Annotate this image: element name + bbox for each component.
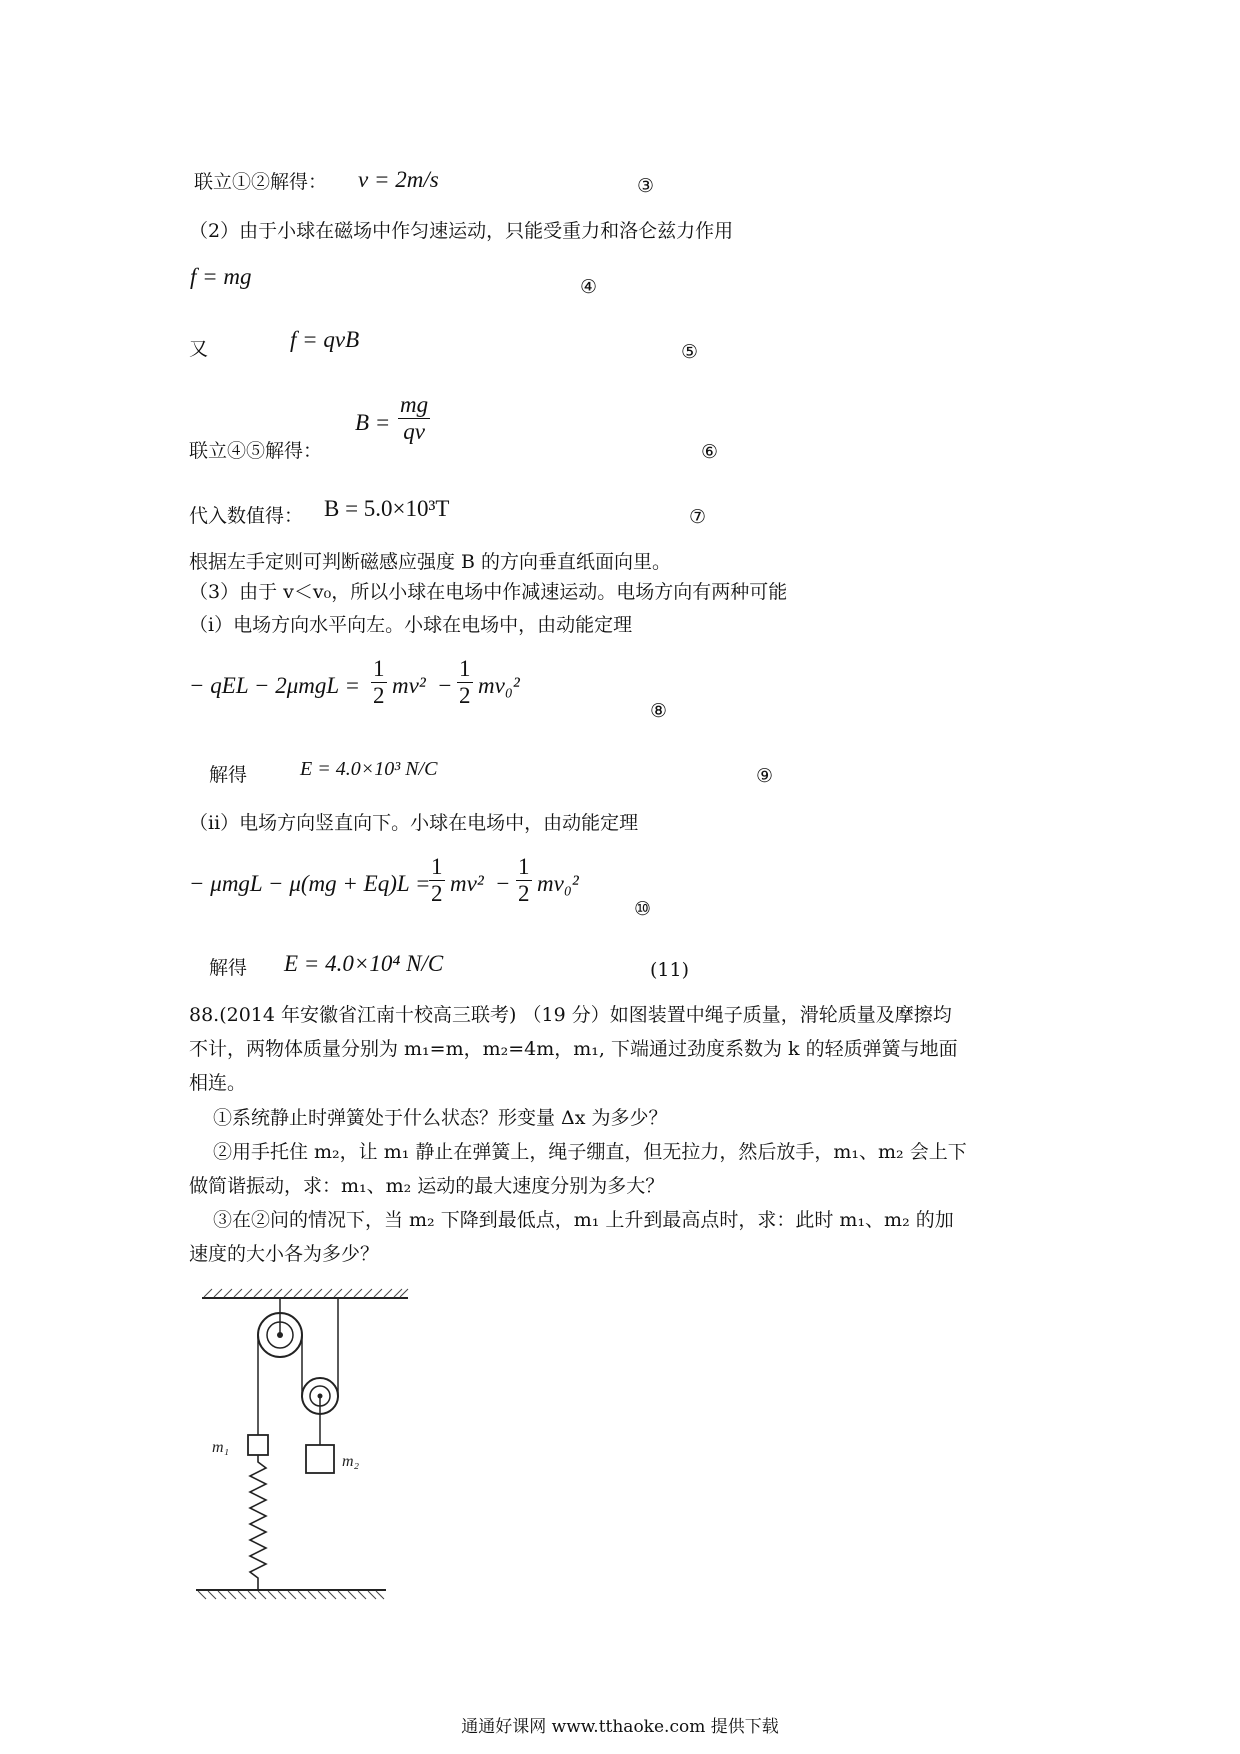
equation-E-value-2: E = 4.0×10⁴ N/C xyxy=(284,951,444,976)
mass-m2-block xyxy=(306,1445,334,1473)
fraction-denominator: 2 xyxy=(459,683,471,709)
equation-E-value-1: E = 4.0×10³ N/C xyxy=(300,758,438,780)
fraction-denominator: 2 xyxy=(373,683,385,709)
question-2-line1: ②用手托住 m₂，让 m₁ 静止在弹簧上，绳子绷直，但无拉力，然后放手，m₁、m₂ 会上下 xyxy=(213,1141,967,1163)
equation-energy-i-lhs: − qEL − 2μmgL = xyxy=(189,673,361,698)
equation-term-mv0-2: mv₀² xyxy=(478,673,520,698)
case-i-statement: （i）电场方向水平向左。小球在电场中，由动能定理 xyxy=(189,614,633,636)
equation-number-10: ⑩ xyxy=(634,898,652,920)
equation-B-value: B = 5.0×10³T xyxy=(324,496,450,521)
equation-minus: − xyxy=(437,673,453,698)
equation-B-lhs: B = xyxy=(355,410,391,435)
fraction-numerator: 1 xyxy=(429,854,445,881)
fraction-denominator: 2 xyxy=(431,881,443,907)
case-ii-statement: （ii）电场方向竖直向下。小球在电场中，由动能定理 xyxy=(189,812,639,834)
equation-number-4: ④ xyxy=(580,276,598,298)
spring xyxy=(250,1455,266,1590)
equation-number-9: ⑨ xyxy=(756,765,774,787)
label-m1: m₁ xyxy=(212,1439,230,1456)
equation-term-mv2: mv² xyxy=(450,871,484,896)
equation-velocity: v = 2m/s xyxy=(358,167,439,192)
question-2-line2: 做简谐振动，求：m₁、m₂ 运动的最大速度分别为多大？ xyxy=(189,1175,665,1197)
left-hand-rule-text: 根据左手定则可判断磁感应强度 B 的方向垂直纸面向里。 xyxy=(189,551,672,573)
part2-statement: （2）由于小球在磁场中作匀速运动，只能受重力和洛仑兹力作用 xyxy=(189,220,734,242)
equation-number-3: ③ xyxy=(637,175,655,197)
fraction-denominator: 2 xyxy=(518,881,530,907)
equation-term-mv0-2: mv₀² xyxy=(537,871,579,896)
fraction-numerator: 1 xyxy=(371,656,387,683)
substitute-label: 代入数值得： xyxy=(189,505,304,527)
fraction-numerator: 1 xyxy=(516,854,532,881)
problem-88-line1: 88.(2014 年安徽省江南十校高三联考) （19 分）如图装置中绳子质量，滑轮质量及摩擦均 xyxy=(189,1004,952,1026)
fraction-denominator: qv xyxy=(403,419,425,445)
fraction-mg-over-qv xyxy=(398,392,430,446)
equation-number-8: ⑧ xyxy=(650,700,668,722)
question-3-line1: ③在②问的情况下，当 m₂ 下降到最低点，m₁ 上升到最高点时，求：此时 m₁、m₂ 的加 xyxy=(213,1209,954,1231)
combine-label-1: 联立①②解得： xyxy=(194,171,328,193)
equation-f-qvB: f = qvB xyxy=(290,327,360,352)
page-footer: 通通好课网 www.tthaoke.com 提供下载 xyxy=(461,1717,779,1737)
equation-number-11: (11) xyxy=(650,959,690,981)
fraction-half-3 xyxy=(429,854,445,908)
equation-f-mg: f = mg xyxy=(190,264,252,289)
fraction-numerator: mg xyxy=(398,392,430,419)
equation-minus: − xyxy=(495,871,511,896)
mass-m1-block xyxy=(248,1435,268,1455)
equation-number-6: ⑥ xyxy=(701,441,719,463)
equation-number-7: ⑦ xyxy=(689,506,707,528)
fraction-half-2 xyxy=(457,656,473,710)
label-m2: m₂ xyxy=(342,1453,360,1470)
problem-88-line3: 相连。 xyxy=(189,1072,247,1094)
also-label: 又 xyxy=(189,338,209,360)
solve-label-1: 解得 xyxy=(209,764,248,786)
fraction-numerator: 1 xyxy=(457,656,473,683)
problem-88-line2: 不计，两物体质量分别为 m₁=m，m₂=4m，m₁, 下端通过劲度系数为 k 的轻质弹簧与地面 xyxy=(189,1038,958,1060)
solve-label-2: 解得 xyxy=(209,957,248,979)
fraction-half-4 xyxy=(516,854,532,908)
question-3-line2: 速度的大小各为多少？ xyxy=(189,1243,380,1265)
question-1: ①系统静止时弹簧处于什么状态？形变量 Δx 为多少？ xyxy=(213,1107,668,1129)
equation-term-mv2: mv² xyxy=(392,673,426,698)
part3-statement: （3）由于 v＜v₀，所以小球在电场中作减速运动。电场方向有两种可能 xyxy=(189,581,788,603)
equation-energy-ii-lhs: − μmgL − μ(mg + Eq)L = xyxy=(189,871,431,896)
pulley-spring-figure xyxy=(190,1280,440,1610)
equation-number-5: ⑤ xyxy=(681,341,699,363)
combine-label-2: 联立④⑤解得： xyxy=(189,440,323,462)
fraction-half-1 xyxy=(371,656,387,710)
